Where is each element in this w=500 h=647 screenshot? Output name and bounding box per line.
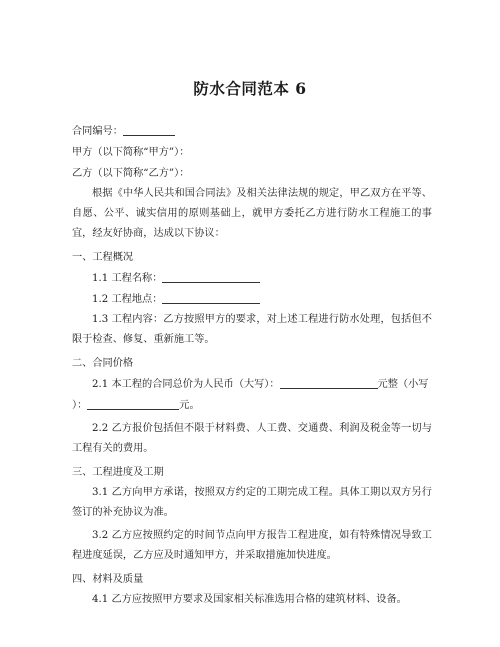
project-location-label: 1.2 工程地点： (92, 294, 163, 305)
party-b-line: 乙方（以下简称“乙方”）： (72, 168, 190, 179)
price-upper-suffix: 元整（小写 (377, 379, 429, 390)
schedule-paragraph-2: 3.2 乙方应按照约定的时间节点向甲方报告工程进度，如有特殊情况导致工程进度延误，乙方应及时通知甲方，并采取措施加快进度。 (72, 530, 432, 561)
schedule-paragraph-1: 3.1 乙方向甲方承诺，按照双方约定的工期完成工程。具体工期以双方另行签订的补充协议为准。 (72, 487, 432, 518)
contract-number-line (72, 121, 432, 142)
project-location-line (72, 289, 432, 310)
price-lower-prefix: ）： (72, 400, 88, 411)
contract-body (72, 121, 432, 610)
price-lower-suffix: 元。 (179, 400, 200, 411)
party-a-line: 甲方（以下简称“甲方”）： (72, 147, 190, 158)
section1-heading: 一、工程概况 (72, 252, 134, 263)
project-name-blank (162, 270, 260, 283)
price-upper-line (72, 374, 432, 395)
price-inclusion-paragraph: 2.2 乙方报价包括但不限于材料费、人工费、交通费、利润及税金等一切与工程有关的费用。 (72, 423, 432, 454)
section4-heading: 四、材料及质量 (72, 574, 144, 585)
section2-heading: 二、合同价格 (72, 358, 134, 369)
project-name-line (72, 268, 432, 289)
section3-heading: 三、工程进度及工期 (72, 467, 164, 478)
contract-number-label: 合同编号： (72, 126, 123, 137)
project-name-label: 1.1 工程名称： (92, 273, 163, 284)
project-content-paragraph: 1.3 工程内容：乙方按照甲方的要求，对上述工程进行防水处理，包括但不限于检查、修复、重新施工等。 (72, 314, 432, 345)
materials-paragraph-1: 4.1 乙方应按照甲方要求及国家相关标准选用合格的建筑材料、设备。 (92, 594, 407, 605)
contract-number-blank (123, 123, 175, 136)
price-upper-label: 2.1 本工程的合同总价为人民币（大写）： (92, 379, 280, 390)
project-location-blank (162, 291, 260, 304)
price-lower-line (72, 395, 432, 416)
document-title: 防水合同范本 6 (193, 79, 307, 98)
price-lower-blank (87, 397, 179, 410)
preamble-paragraph: 根据《中华人民共和国合同法》及相关法律法规的规定，甲乙双方在平等、自愿、公平、诚实信用的原则基础上，就甲方委托乙方进行防水工程施工的事宜，经友好协商，达成以下协议： (72, 188, 432, 239)
price-upper-blank (280, 376, 378, 389)
